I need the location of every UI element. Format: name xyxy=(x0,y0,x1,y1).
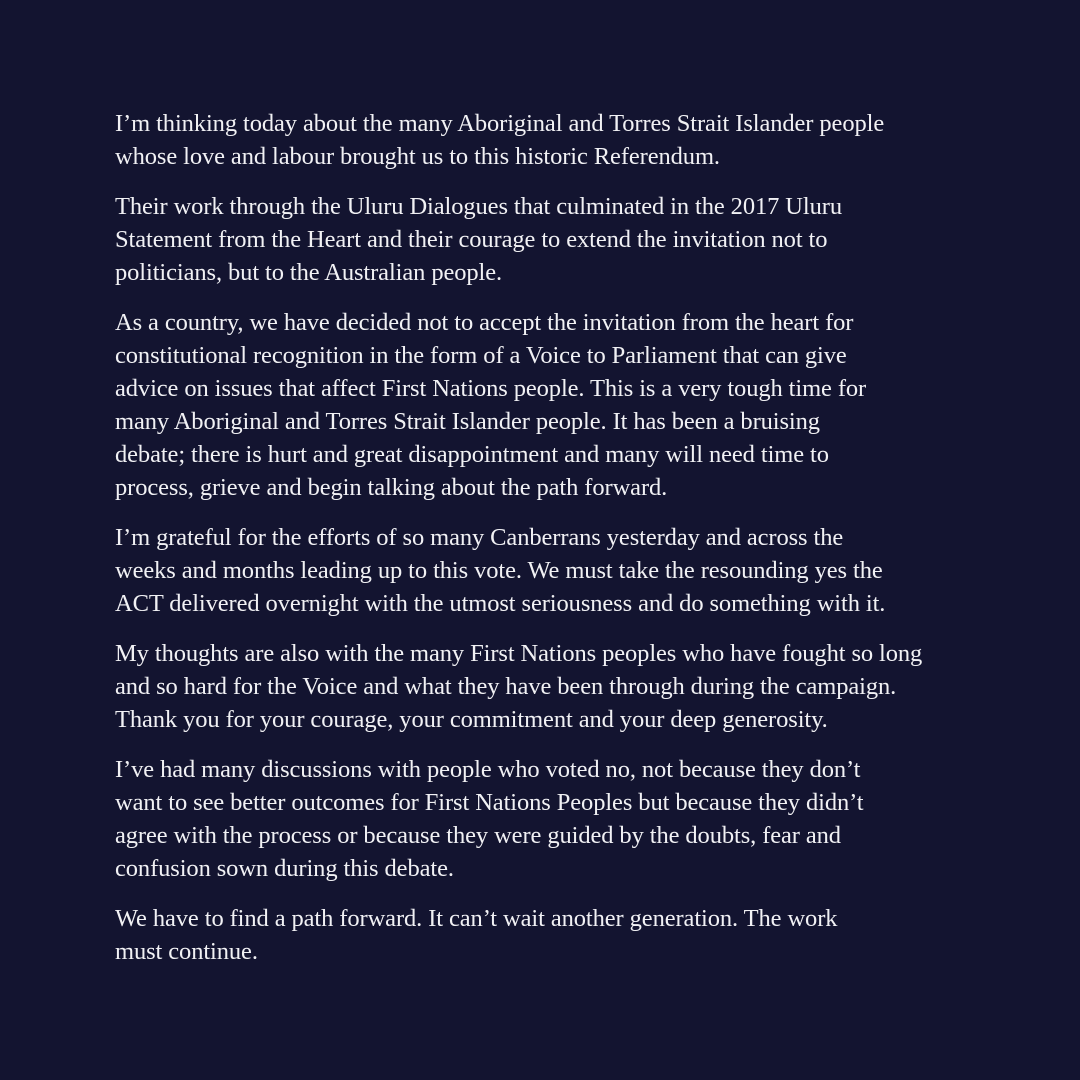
text-line: confusion sown during this debate. xyxy=(115,855,454,882)
text-line: constitutional recognition in the form of a Voice to Parliament that can give xyxy=(115,342,847,369)
paragraph-6 xyxy=(115,753,995,885)
text-line: and so hard for the Voice and what they have been through during the campaign. xyxy=(115,673,897,700)
text-line: must continue. xyxy=(115,938,258,965)
text-line: politicians, but to the Australian people. xyxy=(115,259,503,286)
text-line: We have to find a path forward. It can’t wait another generation. The work xyxy=(115,905,838,932)
paragraph-4 xyxy=(115,521,995,620)
paragraph-3 xyxy=(115,306,995,504)
statement-text xyxy=(115,107,995,985)
text-line: whose love and labour brought us to this historic Referendum. xyxy=(115,143,720,170)
text-line: advice on issues that affect First Nations people. This is a very tough time for xyxy=(115,375,867,402)
text-line: weeks and months leading up to this vote. We must take the resounding yes the xyxy=(115,557,883,584)
text-line: I’m thinking today about the many Aboriginal and Torres Strait Islander people xyxy=(115,110,885,137)
text-line: Statement from the Heart and their courage to extend the invitation not to xyxy=(115,226,828,253)
text-line: want to see better outcomes for First Nations Peoples but because they didn’t xyxy=(115,789,864,816)
text-line: process, grieve and begin talking about the path forward. xyxy=(115,474,668,501)
text-line: My thoughts are also with the many First Nations peoples who have fought so long xyxy=(115,640,923,667)
paragraph-5 xyxy=(115,637,995,736)
text-line: agree with the process or because they were guided by the doubts, fear and xyxy=(115,822,841,849)
text-line: ACT delivered overnight with the utmost seriousness and do something with it. xyxy=(115,590,886,617)
text-line: I’ve had many discussions with people who voted no, not because they don’t xyxy=(115,756,861,783)
text-line: Their work through the Uluru Dialogues that culminated in the 2017 Uluru xyxy=(115,193,842,220)
text-line: As a country, we have decided not to accept the invitation from the heart for xyxy=(115,309,854,336)
paragraph-7 xyxy=(115,902,995,968)
text-line: many Aboriginal and Torres Strait Islander people. It has been a bruising xyxy=(115,408,820,435)
text-line: debate; there is hurt and great disappointment and many will need time to xyxy=(115,441,829,468)
text-line: I’m grateful for the efforts of so many Canberrans yesterday and across the xyxy=(115,524,844,551)
paragraph-1 xyxy=(115,107,995,173)
text-line: Thank you for your courage, your commitment and your deep generosity. xyxy=(115,706,828,733)
paragraph-2 xyxy=(115,190,995,289)
